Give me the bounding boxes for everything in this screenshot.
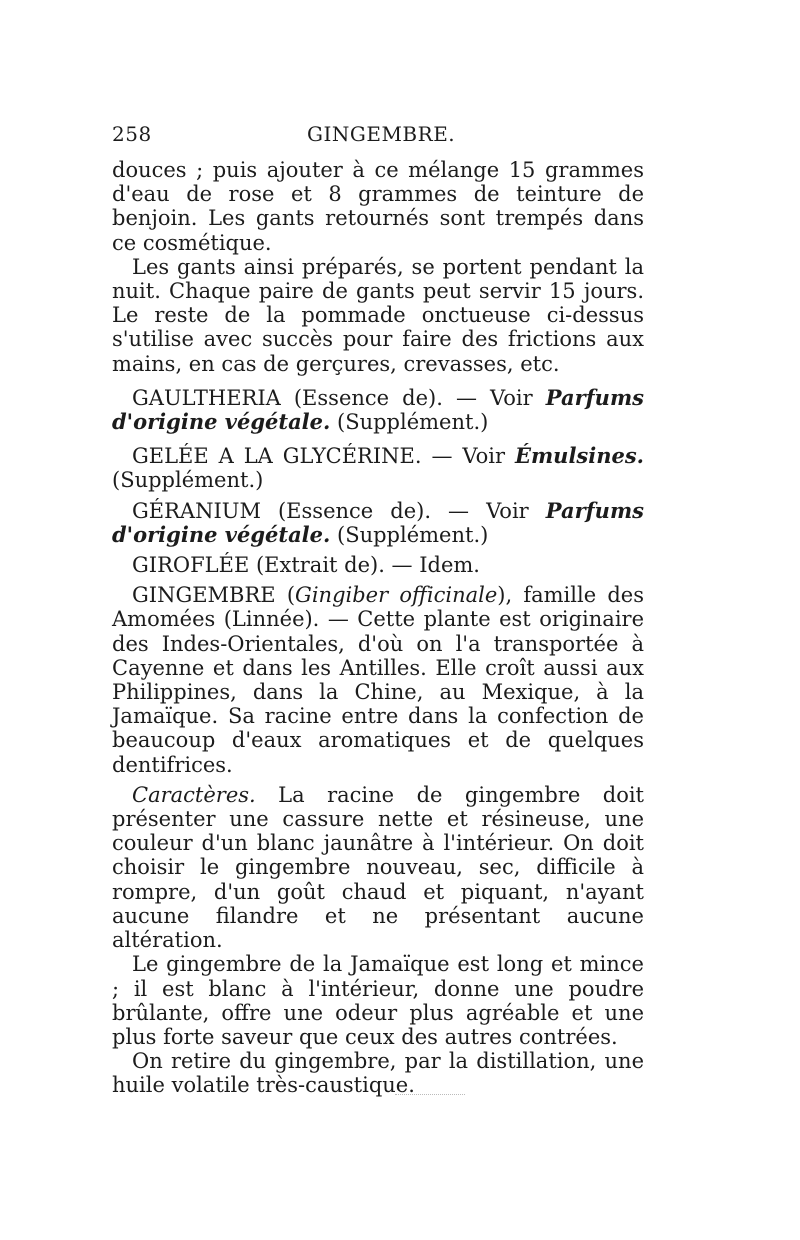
section-caracteres bbox=[112, 783, 644, 952]
entry-gaultheria-ref: Parfums d'origine végétale. bbox=[112, 384, 644, 435]
entry-gaultheria-head: GAULTHERIA (Essence de). — Voir bbox=[132, 385, 546, 410]
entry-gelee bbox=[112, 444, 644, 492]
entry-geranium-ref: Parfums d'origine végétale. bbox=[112, 497, 644, 547]
entry-gingembre-head: GINGEMBRE ( bbox=[132, 583, 296, 608]
entry-gingembre bbox=[112, 583, 644, 777]
entry-gaultheria-tail: (Supplément.) bbox=[330, 410, 489, 435]
entry-gaultheria bbox=[112, 386, 644, 434]
entry-gelee-head: GELÉE A LA GLYCÉRINE. — Voir bbox=[132, 444, 515, 469]
running-head: GINGEMBRE. bbox=[307, 122, 456, 146]
paragraph-continuation: douces ; puis ajouter à ce mélange 15 grammes d'eau de rose et 8 grammes de teinture de benjoin. Les gants retournés sont trempés dans ce cosmétique. bbox=[112, 158, 644, 255]
section-caracteres-text: La racine de gingembre doit présenter une cassure nette et résineuse, une couleur d'un blanc jaunâtre à l'intérieur. On doit choisir le gingembre nouveau, sec, difficile à rompre, d'un goût chaud et piquant, n'ayant aucune filandre et ne présentant aucune altération. bbox=[112, 782, 644, 953]
page-header bbox=[112, 122, 642, 152]
entry-geranium-head: GÉRANIUM (Essence de). — Voir bbox=[132, 498, 546, 523]
section-caracteres-label: Caractères. bbox=[132, 782, 256, 807]
entry-gingembre-latin: Gingiber officinale bbox=[295, 583, 498, 608]
entry-geranium-tail: (Supplément.) bbox=[330, 522, 489, 547]
entry-geranium bbox=[112, 499, 644, 547]
page-number: 258 bbox=[112, 122, 152, 146]
body-text bbox=[112, 158, 644, 1098]
paragraph-gants: Les gants ainsi préparés, se portent pendant la nuit. Chaque paire de gants peut servir 15 jours. Le reste de la pommade onctueuse ci-dessus s'utilise avec succès pour faire des frictions aux mains, en cas de gerçures, crevasses, etc. bbox=[112, 254, 644, 376]
entry-gelee-tail: (Supplément.) bbox=[112, 468, 264, 493]
entry-gelee-ref: Émulsines. bbox=[514, 443, 644, 469]
paragraph-jamaique: Le gingembre de la Jamaïque est long et mince ; il est blanc à l'intérieur, donne une poudre brûlante, offre une odeur plus agréable et une plus forte saveur que ceux des autres contrées. bbox=[112, 952, 644, 1049]
paragraph-distillation: On retire du gingembre, par la distillation, une huile volatile très-caustique. bbox=[112, 1049, 644, 1098]
entry-giroflee: GIROFLÉE (Extrait de). — Idem. bbox=[132, 553, 480, 578]
print-smudge bbox=[395, 1094, 465, 1101]
entry-gingembre-text: ), famille des Amomées (Linnée). — Cette plante est originaire des Indes-Orientales, d'où on l'a transportée à Cayenne et dans les Antilles. Elle croît aussi aux Philippines, dans la Chine, au Mexique, à la Jamaïque. Sa racine entre dans la confection de beaucoup d'eaux aromatiques et de quelques dentifrices. bbox=[112, 583, 644, 777]
